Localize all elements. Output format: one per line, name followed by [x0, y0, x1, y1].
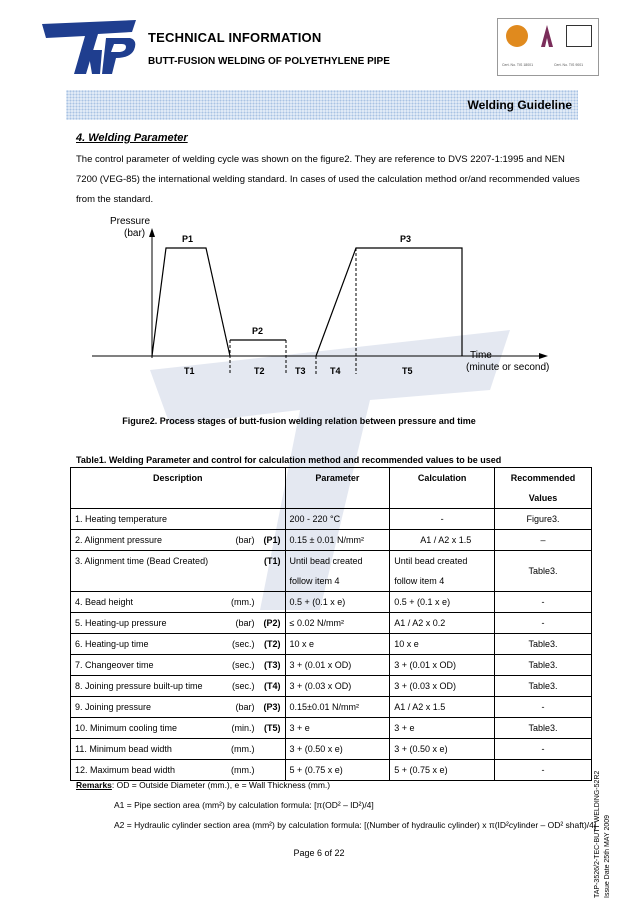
table-row: 5. Heating-up pressure (bar) (P2) ≤ 0.02 N/mm² A1 / A2 x 0.2 - — [71, 613, 592, 634]
table-row: 4. Bead height (mm.) 0.5 + (0.1 x e) 0.5 + (0.1 x e) - — [71, 592, 592, 613]
y-axis-label: Pressure — [110, 216, 151, 227]
y-axis-arrow — [149, 228, 155, 237]
x-axis-label: Time — [470, 350, 492, 361]
table-row: 2. Alignment pressure (bar) (P1) 0.15 ± 0.01 N/mm² A1 / A2 x 1.5 – — [71, 530, 592, 551]
welding-parameter-table — [70, 467, 592, 781]
table-header-row — [71, 468, 592, 509]
label-t2: T2 — [254, 366, 265, 376]
table-row: 12. Maximum bead width (mm.) 5 + (0.75 x e) 5 + (0.75 x e) - — [71, 760, 592, 781]
page-number: Page 6 of 22 — [293, 848, 345, 858]
label-t4: T4 — [330, 366, 341, 376]
remarks-line-2: A1 = Pipe section area (mm²) by calculation formula: [π(OD² – ID²)/4] — [114, 800, 374, 810]
header-title: TECHNICAL INFORMATION — [148, 30, 322, 45]
table-row: 11. Minimum bead width (mm.) 3 + (0.50 x e) 3 + (0.50 x e) - — [71, 739, 592, 760]
table-row: 7. Changeover time (sec.) (T3) 3 + (0.01 x OD) 3 + (0.01 x OD) Table3. — [71, 655, 592, 676]
header-calculation: Calculation — [390, 468, 495, 509]
table-row: 9. Joining pressure (bar) (P3) 0.15±0.01 N/mm² A1 / A2 x 1.5 - — [71, 697, 592, 718]
pressure-curve-p1 — [152, 248, 230, 356]
y-axis-unit: (bar) — [124, 228, 146, 239]
ukas-badge-icon — [566, 25, 592, 47]
table-row: 6. Heating-up time (sec.) (T2) 10 x e 10 x e Table3. — [71, 634, 592, 655]
table-body — [71, 509, 592, 781]
table-row: 10. Minimum cooling time (min.) (T5) 3 + e 3 + e Table3. — [71, 718, 592, 739]
label-t3: T3 — [295, 366, 306, 376]
intro-paragraph: The control parameter of welding cycle was shown on the figure2. They are reference to DVS 2207-1:1995 and NEN 7200 (VEG-85) the international welding standard. In cases of used the calculation method or/and recommended values from the standard. — [76, 154, 580, 205]
document-code-vertical — [593, 740, 611, 900]
label-t1: T1 — [184, 366, 195, 376]
remarks — [76, 775, 596, 835]
table-row: 3. Alignment time (Bead Created) (T1) Until bead created follow item 4 Until bead created follow item 4 Table3. — [71, 551, 592, 592]
header-subtitle: BUTT-FUSION WELDING OF POLYETHYLENE PIPE — [148, 56, 390, 67]
section-band-title: Welding Guideline — [467, 98, 572, 112]
section-title: 4. Welding Parameter — [76, 132, 188, 144]
tap-logo — [40, 18, 138, 76]
table-caption: Table1. Welding Parameter and control for calculation method and recommended values to be used — [76, 455, 502, 465]
table-row: 8. Joining pressure built-up time (sec.) (T4) 3 + (0.03 x OD) 3 + (0.03 x OD) Table3. — [71, 676, 592, 697]
cert-number-right: Cert. No. TIS 9001 — [554, 63, 584, 67]
x-axis-unit: (minute or second) — [466, 362, 550, 373]
cert-number-left: Cert. No. TIS 18001 — [502, 63, 534, 67]
label-p3: P3 — [400, 234, 412, 244]
pressure-curve-p3 — [316, 248, 462, 356]
header-recommended: Recommended Values — [495, 468, 592, 509]
header-description: Description — [71, 468, 286, 509]
figure-caption: Figure2. Process stages of butt-fusion welding relation between pressure and time — [122, 416, 476, 426]
eiffel-badge-icon — [536, 24, 558, 48]
label-p2: P2 — [252, 326, 264, 336]
header-parameter: Parameter — [285, 468, 390, 509]
issue-date: Issue Date 25th MAY 2009 — [604, 814, 611, 898]
table-row: 1. Heating temperature 200 - 220 °C - Figure3. — [71, 509, 592, 530]
pressure-time-diagram — [70, 210, 568, 386]
certification-badges — [497, 18, 599, 76]
remarks-line-3: A2 = Hydraulic cylinder section area (mm²) by calculation formula: [(Number of hydraulic cylinder) x π(ID²cylinder – OD² shaft)/4] — [114, 820, 597, 830]
label-t5: T5 — [402, 366, 413, 376]
sgs-badge-icon — [506, 25, 528, 47]
remarks-line-1: Remarks: OD = Outside Diameter (mm.), e = Wall Thickness (mm.) — [76, 780, 331, 790]
section-band — [66, 90, 578, 120]
x-axis-arrow — [539, 353, 548, 359]
document-code: TAP-3526/2-TEC-BUTT WELDING-52R2 — [594, 770, 601, 898]
label-p1: P1 — [182, 234, 194, 244]
